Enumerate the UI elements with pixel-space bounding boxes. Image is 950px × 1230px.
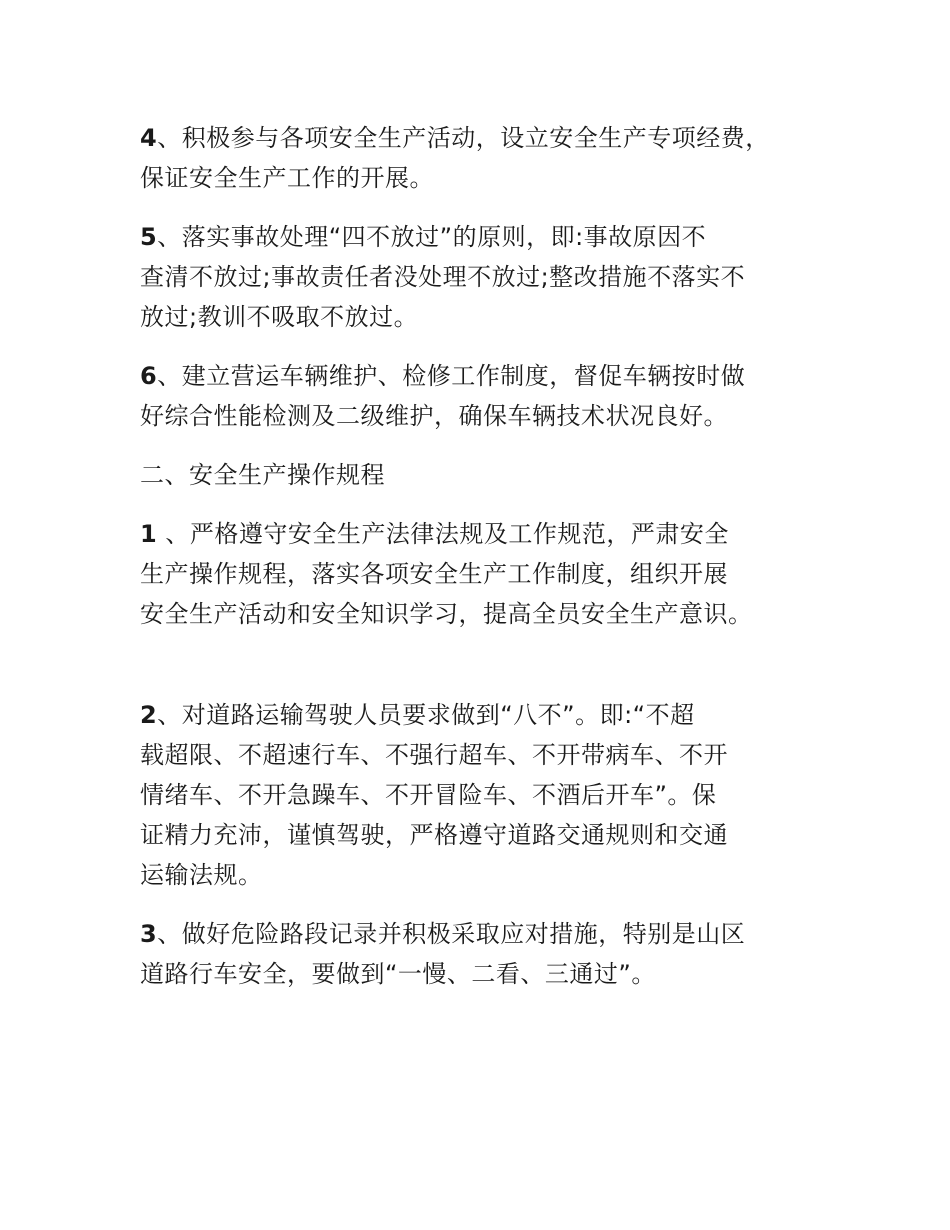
paragraph-line: 安全生产活动和安全知识学习，提高全员安全生产意识。 <box>140 600 753 628</box>
paragraph-spacer <box>140 495 840 514</box>
paragraph-line: 道路行车安全，要做到“一慢、二看、三通过”。 <box>140 960 656 988</box>
section-heading-text: 二、安全生产操作规程 <box>140 461 385 489</box>
paragraph-line: 、严格遵守安全生产法律法规及工作规范，严肃安全 <box>157 520 729 548</box>
paragraph-6 <box>140 356 840 436</box>
paragraph-line: 情绪车、不开急躁车、不开冒险车、不酒后开车”。保 <box>140 781 717 809</box>
item-number: 2 <box>140 701 158 729</box>
paragraph-line: 放过;教训不吸取不放过。 <box>140 303 419 331</box>
paragraph-1 <box>140 514 840 634</box>
paragraph-line: 、做好危险路段记录并积极采取应对措施，特别是山区 <box>157 920 746 948</box>
paragraph-spacer <box>140 895 840 914</box>
paragraph-spacer <box>140 436 840 455</box>
paragraph-spacer <box>140 337 840 356</box>
paragraph-5 <box>140 217 840 337</box>
paragraph-line: 保证安全生产工作的开展。 <box>140 164 434 192</box>
paragraph-line: 生产操作规程，落实各项安全生产工作制度，组织开展 <box>140 560 728 588</box>
paragraph-spacer <box>140 634 840 695</box>
document-body <box>140 118 840 994</box>
item-number: 3 <box>140 920 158 948</box>
paragraph-line: 、积极参与各项安全生产活动，设立安全生产专项经费， <box>157 124 770 152</box>
item-number: 6 <box>140 362 158 390</box>
paragraph-line: 查清不放过;事故责任者没处理不放过;整改措施不落实不 <box>140 263 746 291</box>
paragraph-line: 、建立营运车辆维护、检修工作制度，督促车辆按时做 <box>157 362 746 390</box>
paragraph-line: 载超限、不超速行车、不强行超车、不开带病车、不开 <box>140 741 728 769</box>
paragraph-line: 好综合性能检测及二级维护，确保车辆技术状况良好。 <box>140 402 728 430</box>
paragraph-line: 、落实事故处理“四不放过”的原则，即:事故原因不 <box>157 223 707 251</box>
item-number: 1 <box>140 520 158 548</box>
item-number: 5 <box>140 223 158 251</box>
paragraph-3 <box>140 914 840 994</box>
paragraph-line: 证精力充沛，谨慎驾驶，严格遵守道路交通规则和交通 <box>140 821 728 849</box>
paragraph-line: 、对道路运输驾驶人员要求做到“八不”。即:“不超 <box>157 701 695 729</box>
paragraph-4 <box>140 118 840 198</box>
item-number: 4 <box>140 124 158 152</box>
paragraph-2 <box>140 695 840 895</box>
paragraph-spacer <box>140 198 840 217</box>
paragraph-line: 运输法规。 <box>140 861 263 889</box>
section-heading <box>140 455 840 495</box>
